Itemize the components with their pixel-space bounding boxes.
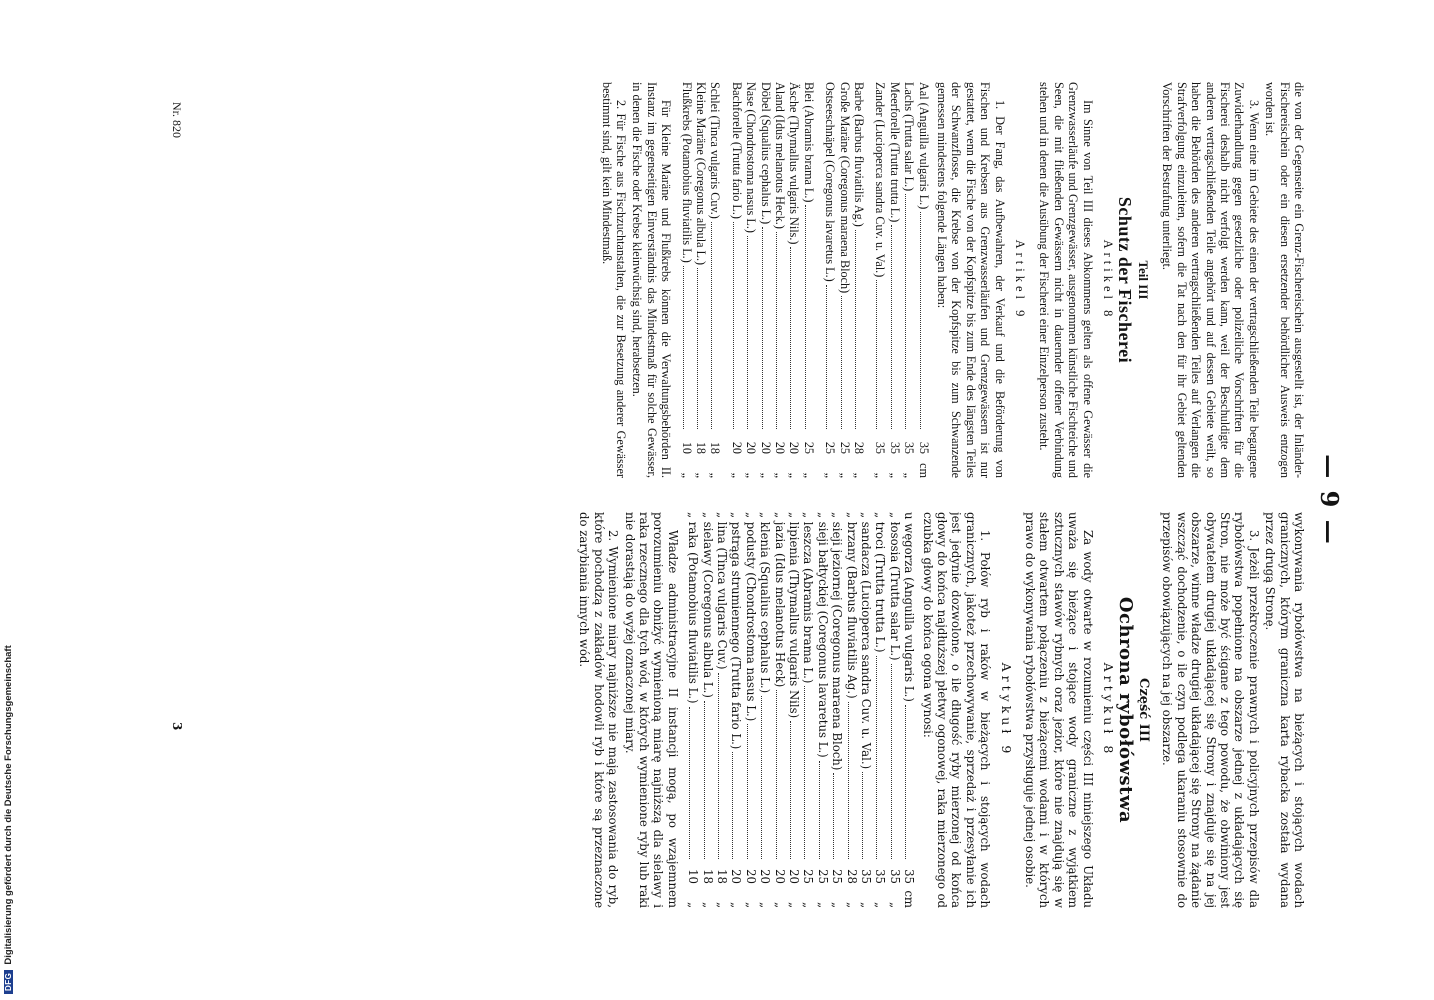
fish-min-length: 28 xyxy=(844,869,859,884)
fish-length-unit: cm xyxy=(902,890,917,908)
leader-dots xyxy=(776,232,777,429)
fish-min-length: 35 xyxy=(859,869,874,884)
polish-part-heading: Część III xyxy=(1135,677,1151,742)
fish-row xyxy=(801,512,815,908)
fish-length-unit: „ xyxy=(787,472,802,478)
credit-text: Digitalisierung gefördert durch die Deutsche Forschungsgemeinschaft xyxy=(2,645,14,965)
leader-dots xyxy=(855,230,856,429)
leader-dots xyxy=(826,285,827,429)
fish-min-length: 20 xyxy=(773,441,787,454)
leader-dots xyxy=(905,705,906,859)
german-art9-heading: Artikel 9 xyxy=(1013,239,1028,321)
fish-min-length: 28 xyxy=(852,441,867,454)
fish-length-unit: „ xyxy=(902,472,917,478)
fish-name: „ sandacza (Lucioperca sandra Cuv. u. Val.) xyxy=(859,512,874,770)
fish-length-unit: „ xyxy=(859,901,874,908)
fish-length-unit: „ xyxy=(758,901,773,908)
fish-min-length: 35 xyxy=(902,869,917,884)
leader-dots xyxy=(776,690,777,859)
leader-dots xyxy=(747,236,748,429)
german-intro: die von der Gegenseite ein Grenz-Fischereischein ausgestellt ist, der Inländer-Fischereischein oder ein diesen ersetzender behördlicher Ausweis entzogen worden ist. xyxy=(1263,82,1306,478)
fish-name: u węgorza (Anguilla vulgaris L.) xyxy=(902,512,917,702)
polish-art9-p2: 2. Wymienione miary najniższe nie mają zastosowania do ryb, które pochodzą z zakładów hodowli ryb i które są przeznaczone do zarybiania innych wód. xyxy=(577,512,621,908)
polish-intro: wykonywania rybołówstwa na bieżących i stojących wodach granicznych, którym graniczna karta rybacka została wydana przez drugą Stronę. xyxy=(1263,512,1306,908)
fish-name: „ raka (Potamobius fluviatilis L.) xyxy=(686,512,701,704)
leader-dots xyxy=(718,673,719,859)
fish-row xyxy=(694,82,708,478)
polish-fish-list xyxy=(686,512,917,908)
fish-length-unit: „ xyxy=(815,901,830,908)
fish-name: Ostseeschnäpel (Coregonus lavaretus L.) xyxy=(823,82,838,282)
fish-name: „ sielawy (Coregonus albula L.) xyxy=(700,512,715,698)
fish-min-length: 18 xyxy=(708,441,723,454)
leader-dots xyxy=(804,686,805,859)
fish-row xyxy=(801,82,815,478)
footer-issue-number: Nr. 820 xyxy=(170,102,184,138)
fish-row xyxy=(873,512,887,908)
german-art8-text: Im Sinne von Teil III dieses Abkommens gelten als offene Gewässer die Grenzwasserläufe und Grenzgewässer, ausgenommen künstliche Fischteiche und Seen, die mit fließenden Gewässern nicht in dauernder offener Verbindung stehen und in denen die Ausübung der Fischerei einer Einzelperson zusteht. xyxy=(1037,82,1095,478)
fish-name: Nase (Chondrostoma nasus L.) xyxy=(744,82,759,233)
fish-name: „ pstrąga strumiennego (Trutta fario L.) xyxy=(729,512,744,750)
page-number: — 9 — xyxy=(1315,454,1344,546)
fish-name: „ jazia (Idus melanotus Heck) xyxy=(772,512,787,688)
rotated-content xyxy=(152,72,1352,928)
fish-length-unit: „ xyxy=(686,901,701,908)
fish-row xyxy=(708,82,722,478)
fish-length-unit: „ xyxy=(679,472,694,478)
fish-row xyxy=(902,512,916,908)
leader-dots xyxy=(891,664,892,859)
fish-name: Meerforelle (Trutta trutta L.) xyxy=(887,82,902,223)
fish-name: Große Maräne (Coregonus maraena Bloch) xyxy=(837,82,852,294)
fish-min-length: 35 xyxy=(902,441,917,454)
fish-name: Aland (Idus melanotus Heck.) xyxy=(773,82,787,229)
leader-dots xyxy=(689,707,690,859)
polish-column xyxy=(226,512,1306,908)
fish-length-unit: „ xyxy=(773,472,787,478)
fish-min-length: 35 xyxy=(887,869,902,884)
fish-row xyxy=(859,512,873,908)
polish-art9-p1b: Władze administracyjne II instancji mogą, po wzajemnem porozumieniu obniżyć wymienioną miarę najniższą dla sielawy i raka rzecznego dla tych wód, w których wymienione ryby lub raki nie dorastają do wyżej oznaczonej miary. xyxy=(622,512,680,908)
fish-name: Kleine Maräne (Coregonus albula L.) xyxy=(693,82,708,266)
fish-length-unit: „ xyxy=(844,901,859,908)
fish-length-unit: „ xyxy=(887,472,902,478)
polish-art9-p1: 1. Połów ryb i raków w bieżących i stojących wodach granicznych, jakoteż przechowywanie, sprzedaż i przesyłanie ich jest jedynie dozwolone, o ile długość ryby mierzonej od końca głowy do końca najdłuższej płetwy ogonowej, raka mierzonego od czubka głowy do końca ogona wynosi: xyxy=(920,512,993,908)
fish-row xyxy=(902,82,916,478)
leader-dots xyxy=(711,222,712,429)
german-art9-p2: 2. Für Fische aus Fischzuchtanstalten, die zur Besetzung anderer Gewässer bestimmt sind, gilt kein Mindestmaß. xyxy=(599,82,628,478)
fish-length-unit: „ xyxy=(744,472,759,478)
leader-dots xyxy=(762,227,763,429)
fish-row xyxy=(758,512,772,908)
fish-name: „ leszcza (Abramis brama L.) xyxy=(801,512,816,684)
footer-sheet-number: 3 xyxy=(170,722,184,731)
fish-min-length: 35 xyxy=(887,441,902,454)
fish-row xyxy=(743,512,757,908)
list-gap xyxy=(816,82,823,478)
fish-min-length: 10 xyxy=(686,869,701,884)
fish-min-length: 25 xyxy=(801,869,816,884)
fish-row xyxy=(679,82,693,478)
fish-row xyxy=(837,82,851,478)
fish-row xyxy=(844,512,858,908)
fish-min-length: 18 xyxy=(693,441,708,454)
fish-name: Barbe (Barbus fluviatilis Ag.) xyxy=(852,82,867,227)
fish-min-length: 10 xyxy=(679,441,694,454)
german-para3: 3. Wenn eine im Gebiete des einen der vertragschließenden Teile begangene Zuwiderhandlung gegen gesetzliche oder polizeiliche Vorschriften für die Fischerei deshalb nicht verfolgt werden kann, weil der Beschuldigte dem anderen vertragschließenden Teile angehört und auf dessen Gebiete weilt, so haben die Behörden des anderen vertragschließenden Teiles auf Verlangen die Strafverfolgung einzuleiten, sofern die Tat nach den für ihr Gebiet geltenden Vorschriften der Bestrafung unterliegt. xyxy=(1160,82,1261,478)
leader-dots xyxy=(833,773,834,859)
fish-row xyxy=(729,82,743,478)
polish-art8-heading: Artykuł 8 xyxy=(1101,662,1117,758)
list-gap xyxy=(722,82,729,478)
fish-row xyxy=(787,512,801,908)
leader-dots xyxy=(876,280,877,429)
fish-length-unit: „ xyxy=(714,901,729,908)
leader-dots xyxy=(819,761,820,859)
fish-length-unit: „ xyxy=(729,472,744,478)
fish-min-length: 20 xyxy=(729,869,744,884)
fish-name: „ sieji bałtyckiej (Coregonus lavaretus L.) xyxy=(815,512,830,758)
digitization-credit xyxy=(0,0,16,1000)
fish-length-unit: „ xyxy=(708,472,723,478)
fish-min-length: 25 xyxy=(801,441,816,454)
fish-row xyxy=(758,82,772,478)
list-gap xyxy=(866,82,873,478)
fish-min-length: 20 xyxy=(758,869,773,884)
fish-name: „ podusty (Chondrostoma nasus L.) xyxy=(743,512,758,722)
fish-row xyxy=(887,82,901,478)
fish-row xyxy=(700,512,714,908)
fish-min-length: 35 xyxy=(873,441,888,454)
fish-length-unit: „ xyxy=(887,901,902,908)
fish-length-unit: „ xyxy=(801,901,816,908)
fish-name: Bachforelle (Trutta fario L.) xyxy=(729,82,744,219)
leader-dots xyxy=(891,225,892,429)
fish-row xyxy=(772,512,786,908)
fish-name: Äsche (Thymallus vulgaris Nils.) xyxy=(787,82,802,245)
fish-length-unit: „ xyxy=(830,901,845,908)
leader-dots xyxy=(862,772,863,859)
fish-length-unit: „ xyxy=(801,472,816,478)
german-title: Schutz der Fischerei xyxy=(1114,196,1135,364)
fish-name: „ troci (Trutta trutta L.) xyxy=(873,512,888,653)
fish-row xyxy=(852,82,866,478)
fish-name: Lachs (Trutta salar L.) xyxy=(902,82,917,192)
fish-row xyxy=(744,82,758,478)
fish-min-length: 20 xyxy=(744,441,759,454)
fish-row xyxy=(715,512,729,908)
leader-dots xyxy=(905,194,906,429)
fish-name: Döbel (Squalius cephalus L.) xyxy=(758,82,773,225)
fish-length-unit: „ xyxy=(743,901,758,908)
polish-para3: 3. Jeżeli przekroczenie prawnych i policyjnych przepisów dla rybołówstwa popełnione na obszarze jednej z układających się Stron, nie może być ścigane z tego powodu, że obwiniony jest obywatelem drugiej układającej się Strony i znajduje się na jej obszarze, winne władze drugiej układającej się Strony na żądanie wszcząć dochodzenie, o ile czyn podlega ukaraniu stosownie do przepisów obowiązujących na jej obszarze. xyxy=(1160,512,1261,908)
fish-name: „ klenia (Squalius cephalus L.) xyxy=(758,512,773,694)
fish-row xyxy=(823,82,837,478)
fish-row xyxy=(873,82,887,478)
fish-length-unit: cm xyxy=(916,463,931,478)
fish-min-length: 20 xyxy=(787,441,802,454)
fish-name: Aal (Anguilla vulgaris L.) xyxy=(916,82,931,210)
leader-dots xyxy=(790,721,791,859)
fish-name: „ lina (Tinca vulgaris Cuv.) xyxy=(714,512,729,670)
german-art9-p1b: Für Kleine Maräne und Flußkrebs können die Verwaltungsbehörden II. Instanz im gegenseitigen Einverständnis das Mindestmaß für solche Gewässer, in denen die Fische oder Krebse kleinwüchsig sind, herabsetzen. xyxy=(630,82,674,478)
fish-row xyxy=(815,512,829,908)
german-part-heading: Teil III xyxy=(1135,260,1151,300)
polish-title: Ochrona rybołówstwa xyxy=(1114,596,1136,824)
dfg-logo: DFG xyxy=(4,970,13,994)
fish-row xyxy=(787,82,801,478)
polish-art9-heading: Artykuł 9 xyxy=(998,662,1014,758)
leader-dots xyxy=(733,222,734,429)
fish-min-length: 20 xyxy=(787,869,801,884)
fish-length-unit: „ xyxy=(873,901,888,908)
leader-dots xyxy=(790,247,791,429)
leader-dots xyxy=(848,702,849,859)
polish-art8-text: Za wody otwarte w rozumieniu części III niniejszego Układu uważa się bieżące i stojące wody graniczne z wyjątkiem sztucznych stawów rybnych oraz jezior, które nie znajdują się w stałem otwartem połączeniu z bieżącemi wodami i w których prawo do wykonywania rybołówstwa przysługuje jednej osobie. xyxy=(1023,512,1095,908)
leader-dots xyxy=(805,205,806,429)
fish-length-unit: „ xyxy=(729,901,744,908)
fish-min-length: 18 xyxy=(700,869,715,884)
fish-length-unit: „ xyxy=(837,472,852,478)
leader-dots xyxy=(704,701,705,859)
fish-min-length: 35 xyxy=(916,441,931,454)
fish-name: Flußkrebs (Potamobius fluviatilis L.) xyxy=(679,82,694,263)
leader-dots xyxy=(876,656,877,859)
fish-row xyxy=(830,512,844,908)
fish-min-length: 20 xyxy=(729,441,744,454)
fish-row xyxy=(916,82,930,478)
leader-dots xyxy=(747,724,748,859)
fish-min-length: 25 xyxy=(830,869,845,884)
leader-dots xyxy=(920,212,921,429)
fish-name: Blei (Abramis brama L.) xyxy=(801,82,816,203)
fish-row xyxy=(686,512,700,908)
leader-dots xyxy=(761,696,762,859)
fish-length-unit: „ xyxy=(823,472,838,478)
fish-min-length: 25 xyxy=(815,869,830,884)
fish-length-unit: „ xyxy=(700,901,715,908)
german-fish-list xyxy=(679,82,931,478)
leader-dots xyxy=(697,268,698,429)
fish-min-length: 20 xyxy=(758,441,773,454)
fish-length-unit: „ xyxy=(873,472,888,478)
document-page xyxy=(152,72,1352,928)
fish-length-unit: „ xyxy=(693,472,708,478)
fish-min-length: 20 xyxy=(743,869,758,884)
fish-name: Schlei (Tinca vulgaris Cuv.) xyxy=(708,82,723,219)
fish-name: Zander (Lucioperca sandra Cuv. u. Val.) xyxy=(873,82,888,278)
fish-row xyxy=(729,512,743,908)
fish-min-length: 25 xyxy=(837,441,852,454)
fish-length-unit: „ xyxy=(758,472,773,478)
fish-min-length: 25 xyxy=(823,441,838,454)
fish-min-length: 20 xyxy=(772,869,787,884)
fish-row xyxy=(773,82,787,478)
leader-dots xyxy=(841,296,842,429)
fish-length-unit: „ xyxy=(772,901,787,908)
fish-name: „ łososia (Trutta salar L.) xyxy=(887,512,902,661)
fish-name: „ brzany (Barbus fluviatilis Ag.) xyxy=(844,512,859,699)
fish-row xyxy=(887,512,901,908)
leader-dots xyxy=(732,752,733,859)
fish-name: „ sieji jeziornej (Coregonus maraena Bloch) xyxy=(830,512,845,771)
german-art9-p1: 1. Der Fang, das Aufbewahren, der Verkauf und die Beförderung von Fischen und Krebsen aus Grenzwasserläufen und Grenzgewässern ist nur gestattet, wenn die Fische von der Kopfspitze bis zum Ende des längsten Teiles der Schwanzflosse, die Krebse von der Kopfspitze bis zum Schwanzende gemessen mindestens folgende Längen haben: xyxy=(935,82,1007,478)
fish-min-length: 18 xyxy=(714,869,729,884)
fish-min-length: 35 xyxy=(873,869,888,884)
german-column xyxy=(226,82,1306,478)
leader-dots xyxy=(683,266,684,429)
fish-length-unit: „ xyxy=(787,901,801,908)
fish-length-unit: „ xyxy=(852,472,867,478)
german-art8-heading: Artikel 8 xyxy=(1101,239,1116,321)
fish-name: „ lipienia (Thymallus vulgaris Nils) xyxy=(787,512,801,719)
